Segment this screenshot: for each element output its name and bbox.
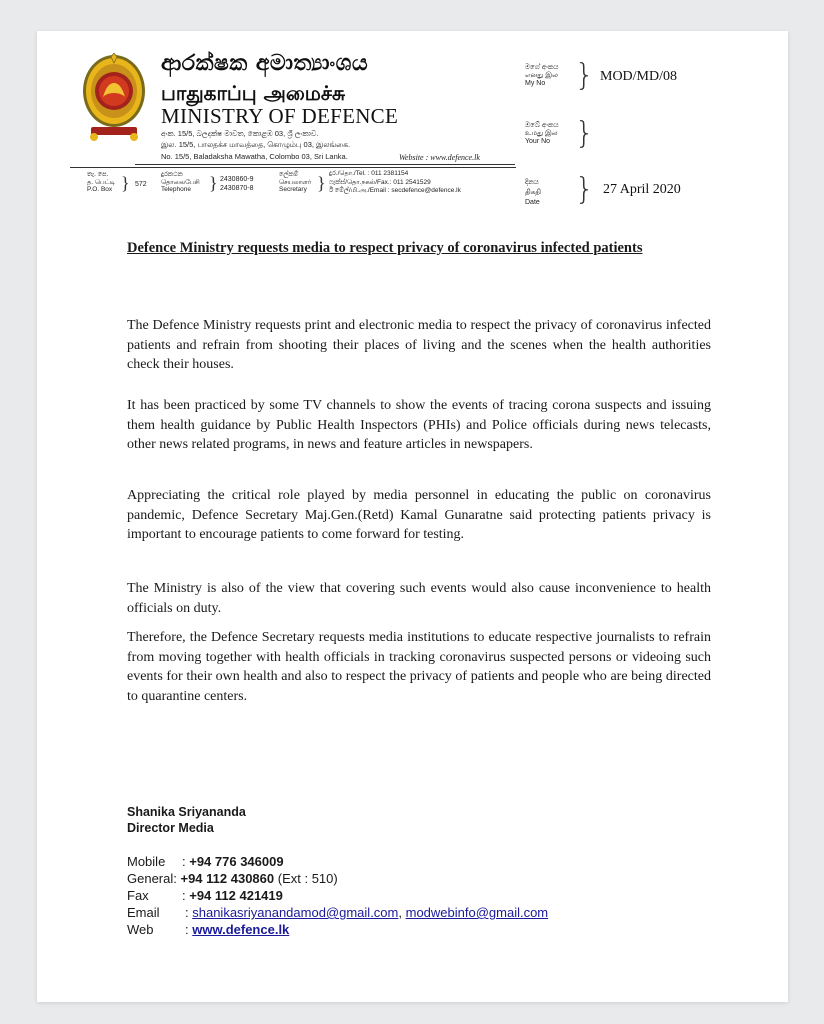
contact-email: Email : shanikasriyanandamod@gmail.com, modwebinfo@gmail.com bbox=[127, 905, 549, 920]
brace-icon: } bbox=[121, 173, 130, 193]
general-value: +94 112 430860 bbox=[180, 871, 275, 886]
mobile-label: Mobile bbox=[127, 854, 166, 869]
email-label: Email bbox=[127, 905, 160, 920]
header-divider bbox=[135, 164, 515, 165]
telephone-label: දුරකථන தொலைபேசி Telephone bbox=[161, 171, 200, 193]
paragraph: Therefore, the Defence Secretary requests media institutions to educate respective journalists to refrain from moving together with health officials in tracking coronavirus suspected persons or videoing such events for their own health and also to respect the privacy of patients and people who are being directed to quarantine centers. bbox=[127, 630, 711, 704]
email-link[interactable]: modwebinfo@gmail.com bbox=[405, 905, 549, 920]
address-tamil: இல. 15/5, பாலதக்ச மாவத்தை, கொழும்பு 03, இலங்கை. bbox=[161, 140, 351, 149]
secretary-label: ලේකම් செயலாளர் Secretary bbox=[279, 171, 312, 193]
fax-label: Fax bbox=[127, 888, 149, 903]
pobox-value: 572 bbox=[135, 181, 147, 188]
signatory-name: Shanika Sriyananda bbox=[127, 805, 246, 819]
paragraph: Appreciating the critical role played by media personnel in educating the public on coronavirus pandemic, Defence Secretary Maj.Gen.(Retd) Kamal Gunaratne said protecting patients privacy is important to encourage patients to come forward for testing. bbox=[127, 488, 711, 543]
general-label: General bbox=[127, 871, 174, 886]
date-label: දිනය திகதி Date bbox=[525, 179, 541, 206]
address-sinhala: අංක. 15/5, බලදක්ෂ මාවත, කොළඹ 03, ශ්‍රී ලංකාව. bbox=[161, 129, 319, 138]
pobox-label: තැ. පෙ. த. பெட்டி P.O. Box bbox=[87, 171, 116, 193]
ministry-name-tamil: பாதுகாப்பு அமைச்சு bbox=[161, 81, 346, 105]
header-divider bbox=[70, 167, 516, 168]
sri-lanka-emblem-icon bbox=[81, 53, 147, 143]
brace-icon: } bbox=[209, 173, 218, 193]
brace-icon: } bbox=[575, 116, 595, 151]
contact-fax: Fax : +94 112 421419 bbox=[127, 888, 283, 903]
contact-web: Web : www.defence.lk bbox=[127, 922, 290, 937]
paragraph: The Defence Ministry requests print and electronic media to respect the privacy of coronavirus infected patients and refrain from shooting their places of living and the scenes when the health authorities check their houses. bbox=[127, 318, 711, 373]
paragraph: The Ministry is also of the view that covering such events would also cause inconvenience to health officials on duty. bbox=[127, 581, 711, 616]
brace-icon: } bbox=[575, 58, 595, 93]
signatory-title: Director Media bbox=[127, 821, 214, 835]
secretary-contacts: දුර./தொ./Tel. : 011 2381154 ෆැක්ස්/தொ.நகல்/Fax.: 011 2541529 ඊ මේල්/மி.அ./Email : secdefence@defence.lk bbox=[329, 170, 461, 194]
my-no-label: මගේ අංකය எனது இல My No bbox=[525, 64, 559, 87]
ministry-name-sinhala: ආරක්ෂක අමාත්‍යාංශය bbox=[161, 51, 369, 76]
letter-date: 27 April 2020 bbox=[603, 182, 681, 197]
ministry-name-english: MINISTRY OF DEFENCE bbox=[161, 104, 399, 128]
email-link[interactable]: shanikasriyanandamod@gmail.com bbox=[192, 905, 399, 920]
telephone-values: 2430860-9 2430870-8 bbox=[220, 176, 254, 192]
paragraph: It has been practiced by some TV channels to show the events of tracing corona suspects and issuing them health guidance by Public Health Inspectors (PHIs) and Police officials during news telecasts, other news related programs, in news and feature articles in newspapers. bbox=[127, 398, 711, 453]
letter-title: Defence Ministry requests media to respect privacy of coronavirus infected patients bbox=[127, 240, 643, 256]
website-label: Website : www.defence.lk bbox=[399, 153, 480, 162]
web-label: Web bbox=[127, 922, 154, 937]
contact-general: General: +94 112 430860 (Ext : 510) bbox=[127, 871, 338, 886]
website-link[interactable]: www.defence.lk bbox=[192, 922, 290, 937]
my-no-value: MOD/MD/08 bbox=[600, 69, 678, 84]
letter-page bbox=[37, 31, 788, 1002]
brace-icon: } bbox=[575, 172, 595, 207]
brace-icon: } bbox=[317, 173, 326, 193]
your-no-label: ඔබේ අංකය உமது இல Your No bbox=[525, 122, 559, 145]
general-extension: (Ext : 510) bbox=[277, 871, 338, 886]
contact-mobile: Mobile : +94 776 346009 bbox=[127, 854, 284, 869]
address-english: No. 15/5, Baladaksha Mawatha, Colombo 03, Sri Lanka. bbox=[161, 152, 348, 161]
mobile-value: +94 776 346009 bbox=[189, 854, 284, 869]
fax-value: +94 112 421419 bbox=[189, 888, 283, 903]
